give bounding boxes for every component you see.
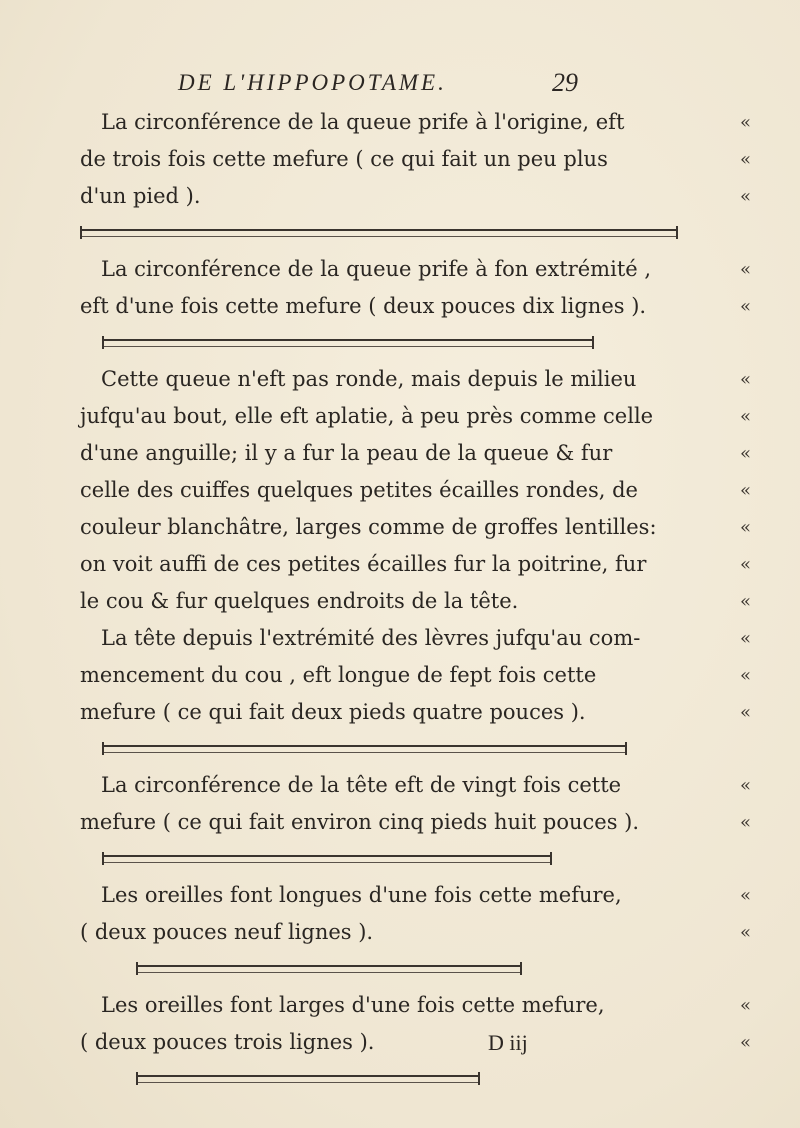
text-line	[80, 251, 760, 288]
line-text: le cou & fur quelques endroits de la tête.	[80, 589, 519, 613]
guillemet-mark: «	[740, 1032, 752, 1053]
text-line	[80, 804, 760, 841]
measure-bar	[102, 855, 552, 863]
line-text: on voit auffi de ces petites écailles fur la poitrine, fur	[80, 552, 647, 576]
measure-scale	[80, 951, 760, 987]
measure-scale	[80, 325, 760, 361]
guillemet-mark: «	[740, 885, 752, 906]
measure-bar	[136, 965, 522, 973]
line-text: La circonférence de la queue prife à l'origine, eft	[101, 110, 625, 134]
guillemet-mark: «	[740, 922, 752, 943]
line-text: couleur blanchâtre, larges comme de groffes lentilles:	[80, 515, 657, 539]
line-text: La circonférence de la tête eft de vingt fois cette	[101, 773, 622, 797]
text-line	[80, 435, 760, 472]
guillemet-mark: «	[740, 259, 752, 280]
guillemet-mark: «	[740, 186, 752, 207]
page-body	[80, 104, 760, 1097]
line-text: d'une anguille; il y a fur la peau de la queue & fur	[80, 441, 613, 465]
guillemet-mark: «	[740, 480, 752, 501]
running-title: DE L'HIPPOPOTAME.	[178, 70, 447, 95]
text-line	[80, 104, 760, 141]
text-line	[80, 877, 760, 914]
guillemet-mark: «	[740, 628, 752, 649]
signature-mark: D iij	[488, 1030, 528, 1055]
line-text: La circonférence de la queue prife à fon extrémité ,	[101, 257, 652, 281]
guillemet-mark: «	[740, 995, 752, 1016]
guillemet-mark: «	[740, 517, 752, 538]
guillemet-mark: «	[740, 149, 752, 170]
measure-bar	[80, 229, 678, 237]
measure-bar	[102, 745, 627, 753]
measure-scale	[80, 841, 760, 877]
guillemet-mark: «	[740, 369, 752, 390]
page-header	[178, 70, 578, 98]
line-text: ( deux pouces trois lignes ).	[80, 1030, 375, 1054]
line-text: ( deux pouces neuf lignes ).	[80, 920, 374, 944]
text-line	[80, 767, 760, 804]
line-text: Cette queue n'eft pas ronde, mais depuis le milieu	[101, 367, 637, 391]
text-line	[80, 620, 760, 657]
guillemet-mark: «	[740, 702, 752, 723]
text-line	[80, 694, 760, 731]
guillemet-mark: «	[740, 296, 752, 317]
line-text: celle des cuiffes quelques petites écailles rondes, de	[80, 478, 638, 502]
line-text: eft d'une fois cette mefure ( deux pouces dix lignes ).	[80, 294, 647, 318]
guillemet-mark: «	[740, 775, 752, 796]
line-text: mencement du cou , eft longue de fept fois cette	[80, 663, 597, 687]
text-line	[80, 583, 760, 620]
text-line	[80, 657, 760, 694]
line-text: de trois fois cette mefure ( ce qui fait un peu plus	[80, 147, 608, 171]
line-text: Les oreilles font longues d'une fois cette mefure,	[101, 883, 622, 907]
line-text: mefure ( ce qui fait deux pieds quatre pouces ).	[80, 700, 586, 724]
text-line	[80, 178, 760, 215]
line-text: d'un pied ).	[80, 184, 201, 208]
text-line	[80, 398, 760, 435]
guillemet-mark: «	[740, 443, 752, 464]
text-line	[80, 1024, 760, 1061]
text-line	[80, 472, 760, 509]
text-line	[80, 509, 760, 546]
measure-scale	[80, 1061, 760, 1097]
measure-bar	[102, 339, 594, 347]
line-text: Les oreilles font larges d'une fois cette mefure,	[101, 993, 605, 1017]
line-text: mefure ( ce qui fait environ cinq pieds huit pouces ).	[80, 810, 640, 834]
guillemet-mark: «	[740, 554, 752, 575]
text-line	[80, 546, 760, 583]
text-line	[80, 987, 760, 1024]
line-text: La tête depuis l'extrémité des lèvres jufqu'au com-	[101, 626, 641, 650]
text-line	[80, 361, 760, 398]
guillemet-mark: «	[740, 112, 752, 133]
guillemet-mark: «	[740, 812, 752, 833]
measure-scale	[80, 215, 760, 251]
guillemet-mark: «	[740, 591, 752, 612]
page-number: 29	[552, 68, 578, 97]
measure-scale	[80, 731, 760, 767]
line-text: jufqu'au bout, elle eft aplatie, à peu près comme celle	[80, 404, 654, 428]
measure-bar	[136, 1075, 480, 1083]
text-line	[80, 914, 760, 951]
text-line	[80, 288, 760, 325]
text-line	[80, 141, 760, 178]
guillemet-mark: «	[740, 406, 752, 427]
guillemet-mark: «	[740, 665, 752, 686]
